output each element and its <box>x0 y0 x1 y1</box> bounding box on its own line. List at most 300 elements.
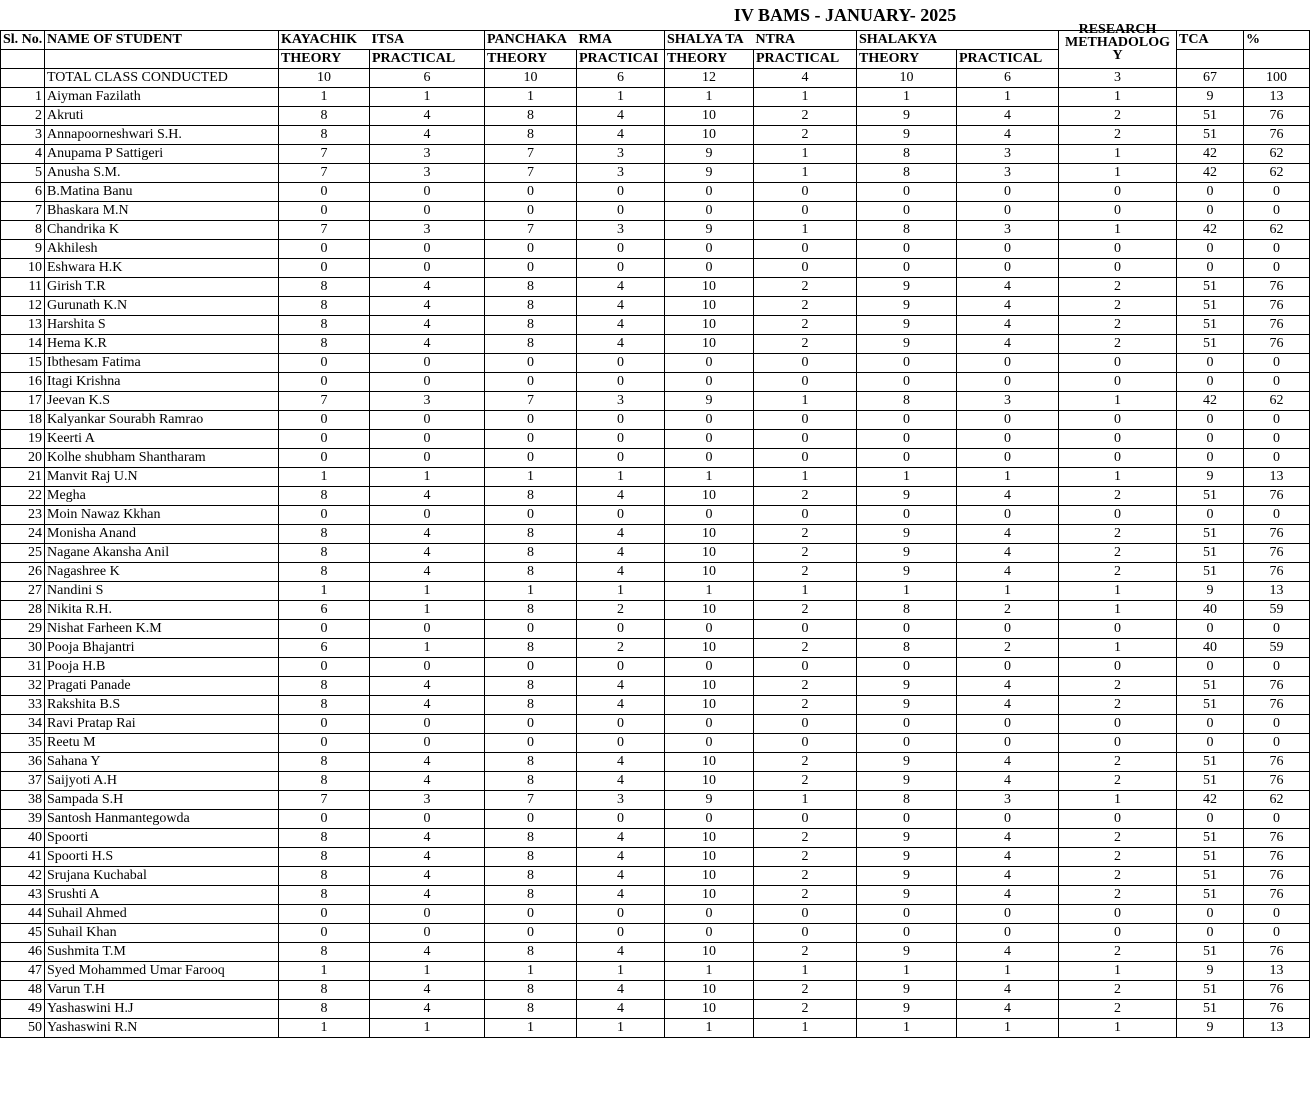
row-value-cell: 0 <box>957 620 1059 639</box>
row-sl-no: 45 <box>1 924 45 943</box>
row-value-cell: 0 <box>485 620 577 639</box>
header-practical: PRACTICAL <box>754 50 857 69</box>
row-value-cell: 59 <box>1244 601 1310 620</box>
row-value-cell: 0 <box>754 905 857 924</box>
row-value-cell: 8 <box>279 316 370 335</box>
table-row <box>1 1019 1310 1038</box>
row-value-cell: 0 <box>577 734 665 753</box>
row-value-cell: 10 <box>665 126 754 145</box>
row-value-cell: 10 <box>665 525 754 544</box>
row-value-cell: 0 <box>279 411 370 430</box>
header-shalya-a: SHALYA TA <box>665 31 754 50</box>
row-sl-no: 46 <box>1 943 45 962</box>
row-value-cell: 0 <box>1177 715 1244 734</box>
table-row <box>1 829 1310 848</box>
row-value-cell: 0 <box>754 240 857 259</box>
row-value-cell: 1 <box>957 88 1059 107</box>
row-sl-no: 18 <box>1 411 45 430</box>
total-cell: 4 <box>754 69 857 88</box>
row-value-cell: 4 <box>370 544 485 563</box>
row-value-cell: 1 <box>370 468 485 487</box>
row-student-name: Aiyman Fazilath <box>45 88 279 107</box>
row-value-cell: 4 <box>957 544 1059 563</box>
row-value-cell: 0 <box>1244 810 1310 829</box>
row-value-cell: 0 <box>957 506 1059 525</box>
row-value-cell: 9 <box>665 791 754 810</box>
row-value-cell: 62 <box>1244 145 1310 164</box>
table-row <box>1 468 1310 487</box>
row-value-cell: 9 <box>665 392 754 411</box>
row-value-cell: 0 <box>279 620 370 639</box>
row-value-cell: 0 <box>1244 715 1310 734</box>
row-value-cell: 4 <box>957 525 1059 544</box>
row-value-cell: 4 <box>577 848 665 867</box>
row-value-cell: 4 <box>957 867 1059 886</box>
row-student-name: Itagi Krishna <box>45 373 279 392</box>
header-kayachikitsa-a: KAYACHIK <box>279 31 370 50</box>
row-student-name: Gurunath K.N <box>45 297 279 316</box>
row-value-cell: 3 <box>957 221 1059 240</box>
row-value-cell: 7 <box>485 221 577 240</box>
row-value-cell: 0 <box>577 620 665 639</box>
row-value-cell: 4 <box>370 677 485 696</box>
row-value-cell: 0 <box>754 411 857 430</box>
row-value-cell: 2 <box>754 107 857 126</box>
header-theory: THEORY <box>485 50 577 69</box>
row-value-cell: 0 <box>1244 658 1310 677</box>
row-value-cell: 0 <box>577 810 665 829</box>
row-value-cell: 8 <box>485 316 577 335</box>
row-sl-no: 10 <box>1 259 45 278</box>
row-value-cell: 51 <box>1177 126 1244 145</box>
row-student-name: Spoorti <box>45 829 279 848</box>
row-value-cell: 59 <box>1244 639 1310 658</box>
row-value-cell: 0 <box>1177 411 1244 430</box>
row-value-cell: 8 <box>485 753 577 772</box>
row-value-cell: 0 <box>370 715 485 734</box>
row-sl-no: 19 <box>1 430 45 449</box>
row-value-cell: 8 <box>279 753 370 772</box>
row-value-cell: 0 <box>1244 620 1310 639</box>
row-value-cell: 9 <box>857 981 957 1000</box>
row-value-cell: 4 <box>370 753 485 772</box>
row-sl-no: 15 <box>1 354 45 373</box>
row-value-cell: 0 <box>1059 430 1177 449</box>
total-cell: 10 <box>857 69 957 88</box>
row-value-cell: 8 <box>485 1000 577 1019</box>
row-value-cell: 0 <box>754 373 857 392</box>
row-value-cell: 2 <box>1059 544 1177 563</box>
row-value-cell: 9 <box>857 278 957 297</box>
row-value-cell: 1 <box>754 145 857 164</box>
table-row <box>1 354 1310 373</box>
row-value-cell: 8 <box>485 601 577 620</box>
table-row <box>1 392 1310 411</box>
table-row <box>1 696 1310 715</box>
row-value-cell: 1 <box>370 88 485 107</box>
table-row <box>1 297 1310 316</box>
row-value-cell: 1 <box>754 468 857 487</box>
header-practical: PRACTICAL <box>957 50 1059 69</box>
row-value-cell: 0 <box>857 430 957 449</box>
row-value-cell: 76 <box>1244 297 1310 316</box>
row-student-name: Pooja Bhajantri <box>45 639 279 658</box>
row-student-name: Nagashree K <box>45 563 279 582</box>
row-value-cell: 0 <box>279 905 370 924</box>
row-value-cell: 51 <box>1177 487 1244 506</box>
row-value-cell: 13 <box>1244 468 1310 487</box>
row-value-cell: 4 <box>577 487 665 506</box>
sheet-title: IV BAMS - JANUARY- 2025 <box>1 0 1310 31</box>
row-sl-no: 20 <box>1 449 45 468</box>
row-sl-no: 42 <box>1 867 45 886</box>
table-row <box>1 867 1310 886</box>
row-value-cell: 0 <box>957 373 1059 392</box>
table-row <box>1 601 1310 620</box>
header-panchakarma-b: RMA <box>577 31 665 50</box>
row-value-cell: 0 <box>1244 734 1310 753</box>
row-sl-no: 31 <box>1 658 45 677</box>
row-value-cell: 4 <box>577 677 665 696</box>
row-value-cell: 0 <box>279 430 370 449</box>
row-value-cell: 0 <box>1244 183 1310 202</box>
row-value-cell: 1 <box>754 88 857 107</box>
row-value-cell: 7 <box>279 221 370 240</box>
row-value-cell: 2 <box>577 601 665 620</box>
row-value-cell: 0 <box>577 411 665 430</box>
row-value-cell: 9 <box>857 525 957 544</box>
row-value-cell: 0 <box>857 715 957 734</box>
row-value-cell: 10 <box>665 335 754 354</box>
row-value-cell: 10 <box>665 886 754 905</box>
row-value-cell: 0 <box>665 202 754 221</box>
row-value-cell: 2 <box>1059 525 1177 544</box>
row-value-cell: 0 <box>1059 658 1177 677</box>
row-value-cell: 0 <box>1244 373 1310 392</box>
row-value-cell: 51 <box>1177 943 1244 962</box>
header-blank <box>1177 50 1244 69</box>
row-value-cell: 0 <box>485 259 577 278</box>
row-value-cell: 0 <box>957 411 1059 430</box>
row-value-cell: 4 <box>577 297 665 316</box>
table-row <box>1 905 1310 924</box>
row-value-cell: 62 <box>1244 164 1310 183</box>
row-value-cell: 0 <box>957 183 1059 202</box>
row-sl-no: 32 <box>1 677 45 696</box>
row-value-cell: 2 <box>1059 753 1177 772</box>
row-value-cell: 0 <box>370 810 485 829</box>
row-value-cell: 4 <box>370 278 485 297</box>
row-value-cell: 0 <box>577 430 665 449</box>
row-value-cell: 51 <box>1177 335 1244 354</box>
row-value-cell: 4 <box>577 981 665 1000</box>
row-value-cell: 3 <box>957 392 1059 411</box>
row-value-cell: 4 <box>577 544 665 563</box>
row-value-cell: 9 <box>857 297 957 316</box>
row-value-cell: 8 <box>279 867 370 886</box>
row-value-cell: 1 <box>957 468 1059 487</box>
row-value-cell: 4 <box>957 753 1059 772</box>
row-value-cell: 8 <box>279 487 370 506</box>
row-value-cell: 1 <box>279 1019 370 1038</box>
row-sl-no: 44 <box>1 905 45 924</box>
row-sl-no: 37 <box>1 772 45 791</box>
row-value-cell: 9 <box>665 221 754 240</box>
row-value-cell: 0 <box>279 202 370 221</box>
row-value-cell: 0 <box>957 658 1059 677</box>
row-value-cell: 9 <box>857 886 957 905</box>
row-value-cell: 9 <box>857 943 957 962</box>
table-row <box>1 430 1310 449</box>
row-value-cell: 1 <box>857 962 957 981</box>
row-student-name: Ibthesam Fatima <box>45 354 279 373</box>
row-value-cell: 4 <box>370 848 485 867</box>
row-value-cell: 1 <box>577 962 665 981</box>
total-cell: 6 <box>957 69 1059 88</box>
row-value-cell: 76 <box>1244 943 1310 962</box>
row-value-cell: 0 <box>1059 354 1177 373</box>
row-value-cell: 7 <box>485 164 577 183</box>
row-value-cell: 4 <box>957 1000 1059 1019</box>
row-value-cell: 4 <box>577 772 665 791</box>
row-value-cell: 8 <box>279 829 370 848</box>
row-value-cell: 0 <box>279 506 370 525</box>
row-value-cell: 51 <box>1177 107 1244 126</box>
row-value-cell: 10 <box>665 601 754 620</box>
row-value-cell: 2 <box>1059 487 1177 506</box>
row-student-name: Santosh Hanmantegowda <box>45 810 279 829</box>
table-row <box>1 240 1310 259</box>
row-value-cell: 76 <box>1244 696 1310 715</box>
row-value-cell: 2 <box>1059 943 1177 962</box>
row-value-cell: 0 <box>370 202 485 221</box>
header-research-line3: Y <box>1112 48 1123 63</box>
row-value-cell: 0 <box>665 430 754 449</box>
row-value-cell: 3 <box>577 392 665 411</box>
row-value-cell: 3 <box>370 145 485 164</box>
total-cell: 10 <box>279 69 370 88</box>
row-value-cell: 0 <box>279 259 370 278</box>
row-value-cell: 4 <box>957 563 1059 582</box>
row-value-cell: 8 <box>485 677 577 696</box>
table-row <box>1 88 1310 107</box>
row-value-cell: 0 <box>485 658 577 677</box>
row-value-cell: 2 <box>1059 335 1177 354</box>
row-value-cell: 2 <box>754 1000 857 1019</box>
row-value-cell: 0 <box>754 449 857 468</box>
row-sl-no: 25 <box>1 544 45 563</box>
row-value-cell: 0 <box>857 658 957 677</box>
row-student-name: Spoorti H.S <box>45 848 279 867</box>
row-value-cell: 76 <box>1244 886 1310 905</box>
total-cell: 12 <box>665 69 754 88</box>
row-value-cell: 8 <box>485 867 577 886</box>
row-value-cell: 4 <box>577 867 665 886</box>
row-value-cell: 3 <box>957 791 1059 810</box>
header-row-subjects <box>1 31 1310 50</box>
row-value-cell: 76 <box>1244 126 1310 145</box>
row-value-cell: 0 <box>1059 620 1177 639</box>
row-value-cell: 2 <box>754 829 857 848</box>
row-value-cell: 9 <box>1177 468 1244 487</box>
row-value-cell: 9 <box>857 563 957 582</box>
row-value-cell: 8 <box>857 164 957 183</box>
row-value-cell: 0 <box>485 734 577 753</box>
table-row <box>1 449 1310 468</box>
row-value-cell: 2 <box>754 563 857 582</box>
row-value-cell: 10 <box>665 1000 754 1019</box>
row-value-cell: 9 <box>857 772 957 791</box>
row-value-cell: 0 <box>485 354 577 373</box>
row-value-cell: 8 <box>857 791 957 810</box>
row-value-cell: 9 <box>857 487 957 506</box>
row-value-cell: 4 <box>370 525 485 544</box>
row-student-name: Yashaswini H.J <box>45 1000 279 1019</box>
row-value-cell: 0 <box>279 734 370 753</box>
row-value-cell: 0 <box>1177 924 1244 943</box>
row-value-cell: 10 <box>665 677 754 696</box>
row-value-cell: 1 <box>754 1019 857 1038</box>
row-value-cell: 0 <box>957 924 1059 943</box>
row-student-name: Pragati Panade <box>45 677 279 696</box>
row-value-cell: 9 <box>665 164 754 183</box>
row-student-name: Keerti A <box>45 430 279 449</box>
row-value-cell: 0 <box>577 924 665 943</box>
row-value-cell: 4 <box>577 829 665 848</box>
row-value-cell: 62 <box>1244 221 1310 240</box>
row-value-cell: 1 <box>957 582 1059 601</box>
row-value-cell: 62 <box>1244 791 1310 810</box>
row-value-cell: 0 <box>665 449 754 468</box>
row-value-cell: 1 <box>485 582 577 601</box>
row-value-cell: 0 <box>1059 373 1177 392</box>
row-value-cell: 10 <box>665 278 754 297</box>
row-value-cell: 76 <box>1244 772 1310 791</box>
row-value-cell: 8 <box>279 696 370 715</box>
row-value-cell: 2 <box>1059 772 1177 791</box>
row-value-cell: 0 <box>1059 202 1177 221</box>
row-value-cell: 0 <box>1059 924 1177 943</box>
row-value-cell: 10 <box>665 297 754 316</box>
row-value-cell: 76 <box>1244 753 1310 772</box>
row-value-cell: 51 <box>1177 316 1244 335</box>
row-value-cell: 8 <box>485 297 577 316</box>
row-value-cell: 1 <box>279 962 370 981</box>
row-value-cell: 0 <box>1177 259 1244 278</box>
row-value-cell: 0 <box>1244 240 1310 259</box>
row-value-cell: 42 <box>1177 791 1244 810</box>
row-value-cell: 0 <box>279 183 370 202</box>
row-value-cell: 2 <box>754 639 857 658</box>
row-value-cell: 8 <box>279 677 370 696</box>
row-value-cell: 8 <box>857 639 957 658</box>
row-value-cell: 9 <box>857 335 957 354</box>
table-row <box>1 221 1310 240</box>
row-value-cell: 9 <box>857 829 957 848</box>
table-row <box>1 715 1310 734</box>
row-sl-no: 6 <box>1 183 45 202</box>
total-cell: 100 <box>1244 69 1310 88</box>
row-value-cell: 2 <box>754 886 857 905</box>
row-value-cell: 4 <box>370 107 485 126</box>
row-student-name: Anupama P Sattigeri <box>45 145 279 164</box>
row-value-cell: 0 <box>1244 506 1310 525</box>
row-value-cell: 0 <box>665 354 754 373</box>
row-value-cell: 0 <box>665 240 754 259</box>
row-student-name: Jeevan K.S <box>45 392 279 411</box>
row-value-cell: 1 <box>279 88 370 107</box>
table-row <box>1 943 1310 962</box>
row-value-cell: 1 <box>577 582 665 601</box>
row-value-cell: 1 <box>1059 88 1177 107</box>
row-value-cell: 0 <box>1244 259 1310 278</box>
table-row <box>1 335 1310 354</box>
row-value-cell: 9 <box>857 848 957 867</box>
row-value-cell: 2 <box>1059 886 1177 905</box>
row-value-cell: 0 <box>577 259 665 278</box>
row-value-cell: 0 <box>370 506 485 525</box>
row-value-cell: 0 <box>1177 240 1244 259</box>
header-tca: TCA <box>1177 31 1244 50</box>
row-student-name: Hema K.R <box>45 335 279 354</box>
row-value-cell: 1 <box>1059 221 1177 240</box>
row-student-name: Nikita R.H. <box>45 601 279 620</box>
row-value-cell: 0 <box>1244 354 1310 373</box>
row-value-cell: 1 <box>485 88 577 107</box>
row-sl-no: 33 <box>1 696 45 715</box>
row-value-cell: 4 <box>577 563 665 582</box>
row-value-cell: 0 <box>1177 506 1244 525</box>
row-value-cell: 9 <box>857 753 957 772</box>
row-value-cell: 2 <box>754 981 857 1000</box>
row-value-cell: 3 <box>370 392 485 411</box>
row-value-cell: 0 <box>754 430 857 449</box>
row-value-cell: 2 <box>754 753 857 772</box>
row-sl-no: 12 <box>1 297 45 316</box>
row-sl-no: 3 <box>1 126 45 145</box>
row-value-cell: 1 <box>370 1019 485 1038</box>
row-value-cell: 2 <box>754 525 857 544</box>
row-value-cell: 51 <box>1177 278 1244 297</box>
row-value-cell: 0 <box>279 449 370 468</box>
table-row <box>1 1000 1310 1019</box>
row-value-cell: 4 <box>577 107 665 126</box>
row-value-cell: 76 <box>1244 1000 1310 1019</box>
row-value-cell: 8 <box>279 107 370 126</box>
row-student-name: Harshita S <box>45 316 279 335</box>
header-kayachikitsa-b: ITSA <box>370 31 485 50</box>
row-value-cell: 0 <box>577 373 665 392</box>
row-value-cell: 0 <box>370 259 485 278</box>
row-value-cell: 1 <box>370 582 485 601</box>
row-value-cell: 0 <box>1059 734 1177 753</box>
table-row <box>1 620 1310 639</box>
row-value-cell: 4 <box>370 829 485 848</box>
total-cell: 3 <box>1059 69 1177 88</box>
row-value-cell: 51 <box>1177 772 1244 791</box>
table-row <box>1 411 1310 430</box>
row-value-cell: 2 <box>1059 126 1177 145</box>
row-value-cell: 1 <box>1059 601 1177 620</box>
row-value-cell: 13 <box>1244 582 1310 601</box>
row-sl-no: 47 <box>1 962 45 981</box>
row-value-cell: 4 <box>370 696 485 715</box>
row-value-cell: 0 <box>857 183 957 202</box>
row-sl-no: 13 <box>1 316 45 335</box>
total-cell: 67 <box>1177 69 1244 88</box>
row-value-cell: 13 <box>1244 88 1310 107</box>
row-sl-no: 24 <box>1 525 45 544</box>
